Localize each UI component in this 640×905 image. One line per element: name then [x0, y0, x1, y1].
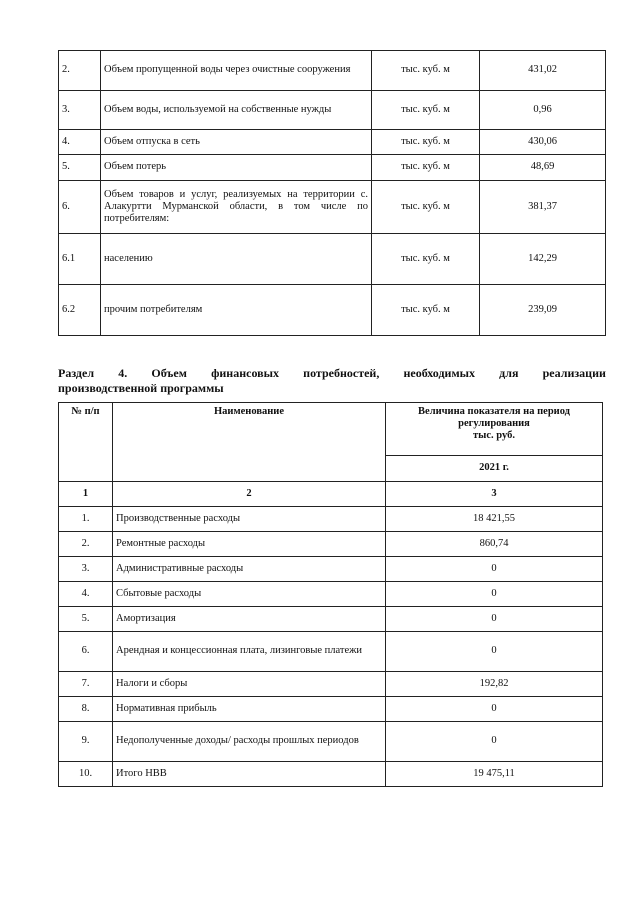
- production-volumes-table: [58, 50, 606, 336]
- row-number: 7.: [59, 672, 113, 697]
- row-unit: тыс. куб. м: [372, 285, 480, 336]
- row-value: 0: [386, 557, 603, 582]
- heading-word: реализации: [542, 366, 606, 380]
- table-row: [59, 557, 603, 582]
- row-value: 381,37: [480, 181, 606, 234]
- row-value: 860,74: [386, 532, 603, 557]
- row-unit: тыс. куб. м: [372, 51, 480, 91]
- header-value-unit: тыс. руб.: [473, 430, 515, 442]
- colnum-1: 1: [59, 482, 113, 507]
- row-unit: тыс. куб. м: [372, 234, 480, 285]
- colnum-3: 3: [386, 482, 603, 507]
- row-number: 5.: [59, 155, 101, 181]
- row-name: Административные расходы: [113, 557, 386, 582]
- table-row: [59, 762, 603, 787]
- table-row: [59, 130, 606, 155]
- row-number: 9.: [59, 722, 113, 762]
- row-value: 0: [386, 697, 603, 722]
- table-row: [59, 285, 606, 336]
- heading-word: необходимых: [403, 366, 475, 380]
- table-row: [59, 697, 603, 722]
- row-unit: тыс. куб. м: [372, 130, 480, 155]
- row-number: 1.: [59, 507, 113, 532]
- colnum-2: 2: [113, 482, 386, 507]
- header-name: Наименование: [113, 403, 386, 482]
- table-row: [59, 632, 603, 672]
- row-value: 0: [386, 632, 603, 672]
- table-row: [59, 672, 603, 697]
- heading-word: Раздел: [58, 366, 95, 380]
- heading-word: Объем: [151, 366, 187, 380]
- row-unit: тыс. куб. м: [372, 155, 480, 181]
- row-number: 6.: [59, 632, 113, 672]
- header-row: [59, 403, 603, 456]
- row-number: 6.2: [59, 285, 101, 336]
- row-number: 5.: [59, 607, 113, 632]
- row-name: прочим потребителям: [101, 285, 372, 336]
- section-heading: [58, 366, 606, 396]
- row-name: Ремонтные расходы: [113, 532, 386, 557]
- row-value: 0: [386, 582, 603, 607]
- header-value: [386, 403, 603, 456]
- row-name: Итого НВВ: [113, 762, 386, 787]
- row-number: 3.: [59, 91, 101, 130]
- row-number: 8.: [59, 697, 113, 722]
- column-number-row: [59, 482, 603, 507]
- row-number: 10.: [59, 762, 113, 787]
- row-name: Объем потерь: [101, 155, 372, 181]
- row-name: Нормативная прибыль: [113, 697, 386, 722]
- table-row: [59, 532, 603, 557]
- row-value: 0,96: [480, 91, 606, 130]
- row-value: 48,69: [480, 155, 606, 181]
- row-name: Производственные расходы: [113, 507, 386, 532]
- row-value: 0: [386, 607, 603, 632]
- row-name: Налоги и сборы: [113, 672, 386, 697]
- row-name: Сбытовые расходы: [113, 582, 386, 607]
- table-row: [59, 51, 606, 91]
- table-row: [59, 234, 606, 285]
- table-row: [59, 722, 603, 762]
- header-year: 2021 г.: [386, 456, 603, 482]
- row-number: 4.: [59, 582, 113, 607]
- row-value: 430,06: [480, 130, 606, 155]
- row-number: 2.: [59, 51, 101, 91]
- row-unit: тыс. куб. м: [372, 91, 480, 130]
- header-num: № п/п: [59, 403, 113, 482]
- row-value: 142,29: [480, 234, 606, 285]
- row-name: населению: [101, 234, 372, 285]
- table-row: [59, 607, 603, 632]
- row-name: Объем воды, используемой на собственные нужды: [101, 91, 372, 130]
- heading-line2: производственной программы: [58, 381, 224, 395]
- row-number: 2.: [59, 532, 113, 557]
- row-name: Объем товаров и услуг, реализуемых на территории с. Алакуртти Мурманской области, в том числе по потребителям:: [101, 181, 372, 234]
- row-name: Объем пропущенной воды через очистные сооружения: [101, 51, 372, 91]
- row-number: 6.: [59, 181, 101, 234]
- heading-word: финансовых: [211, 366, 279, 380]
- row-number: 6.1: [59, 234, 101, 285]
- row-name: Амортизация: [113, 607, 386, 632]
- heading-word: для: [499, 366, 519, 380]
- table-row: [59, 91, 606, 130]
- heading-word: 4.: [118, 366, 128, 380]
- financial-needs-table: [58, 402, 603, 787]
- row-number: 3.: [59, 557, 113, 582]
- row-value: 0: [386, 722, 603, 762]
- table-row: [59, 507, 603, 532]
- heading-word: потребностей,: [303, 366, 380, 380]
- row-name: Арендная и концессионная плата, лизинговые платежи: [113, 632, 386, 672]
- row-name: Недополученные доходы/ расходы прошлых периодов: [113, 722, 386, 762]
- row-value: 431,02: [480, 51, 606, 91]
- row-number: 4.: [59, 130, 101, 155]
- row-value: 18 421,55: [386, 507, 603, 532]
- table-row: [59, 181, 606, 234]
- row-unit: тыс. куб. м: [372, 181, 480, 234]
- row-name: Объем отпуска в сеть: [101, 130, 372, 155]
- row-value: 192,82: [386, 672, 603, 697]
- table-row: [59, 582, 603, 607]
- table-row: [59, 155, 606, 181]
- row-value: 19 475,11: [386, 762, 603, 787]
- header-value-title: Величина показателя на период регулирования: [418, 406, 570, 430]
- row-value: 239,09: [480, 285, 606, 336]
